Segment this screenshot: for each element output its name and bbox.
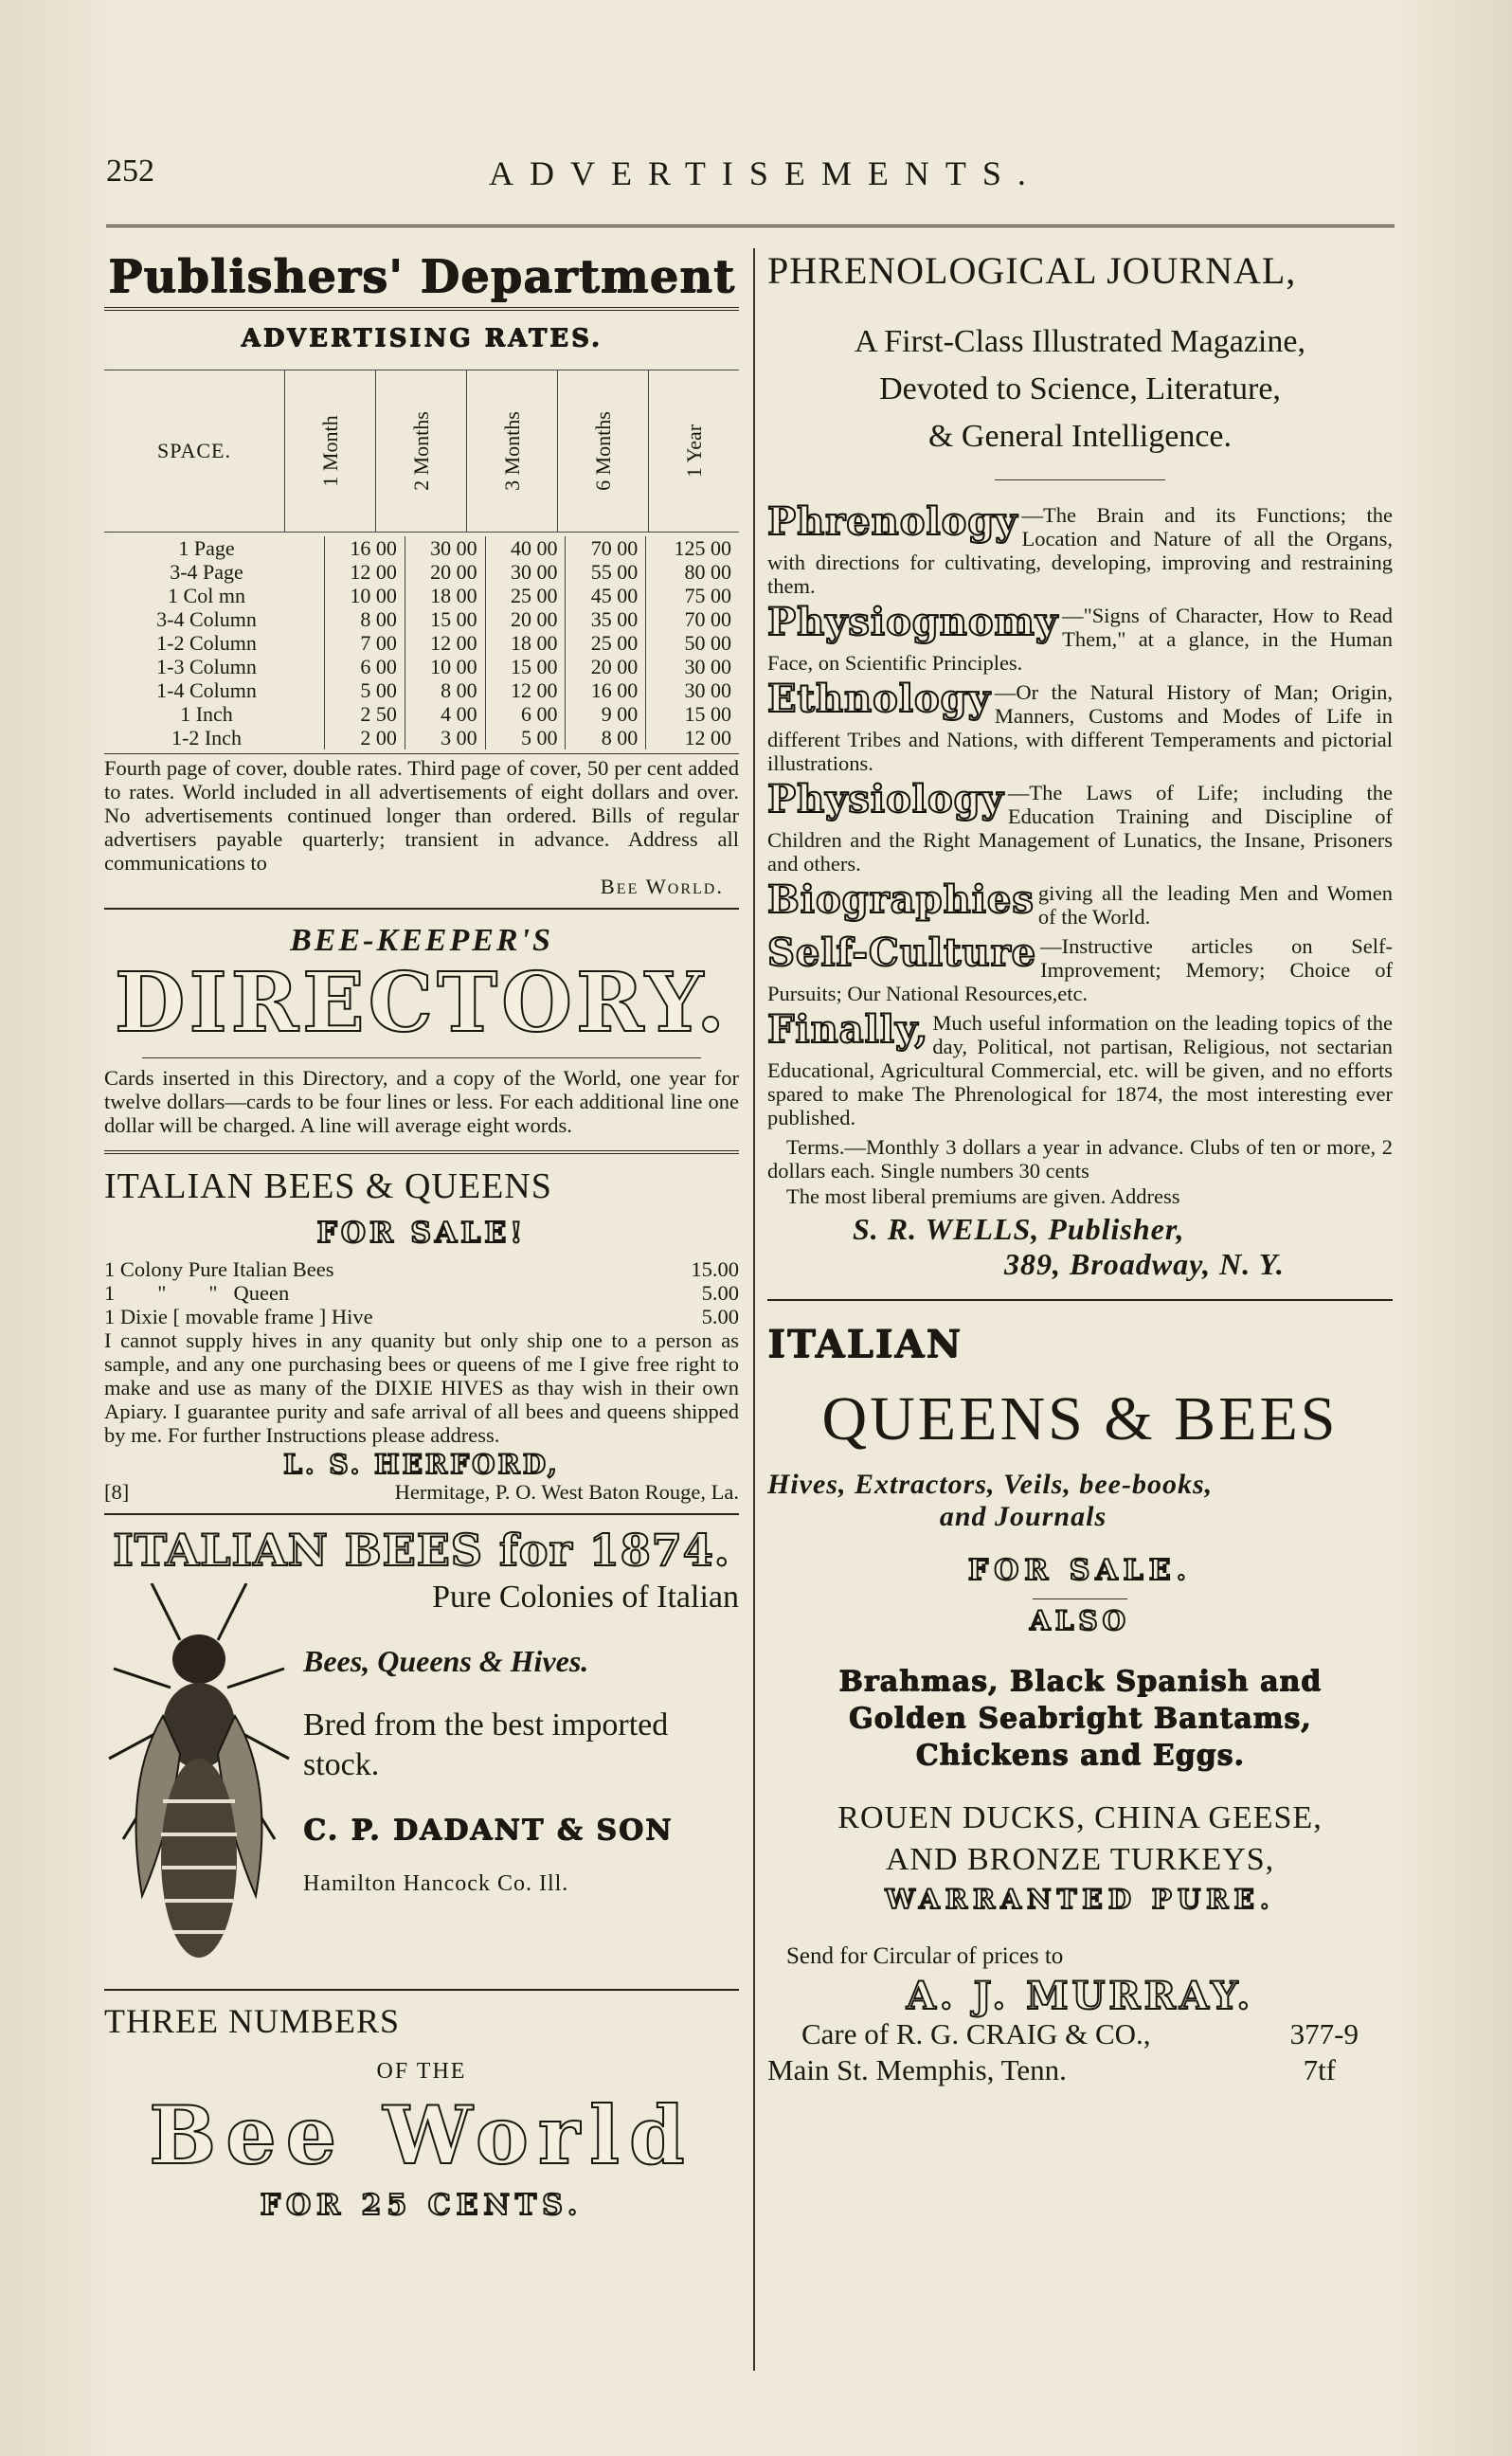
- col-2-months: 2 Months: [375, 370, 466, 532]
- murray-address-row: [767, 2050, 1393, 2086]
- ib1874-seller: C. P. DADANT & SON: [303, 1814, 674, 1847]
- murray-circular: Send for Circular of prices to: [786, 1943, 1064, 1969]
- rates-price-cell: 55 00: [566, 560, 646, 584]
- rates-price-cell: 12 00: [485, 678, 566, 702]
- murray-title-big: QUEENS & BEES: [821, 1384, 1339, 1454]
- rates-price-cell: 12 00: [325, 560, 405, 584]
- pj-subject: [767, 1011, 1393, 1129]
- rates-table-header: [104, 370, 739, 533]
- rates-price-cell: 5 00: [325, 678, 405, 702]
- rates-price-cell: 5 00: [485, 726, 566, 749]
- rates-row: [104, 536, 739, 560]
- rates-space-cell: 3-4 Column: [156, 607, 257, 631]
- rates-rule: [104, 753, 739, 754]
- rates-price-cell: 30 00: [646, 678, 739, 702]
- rates-price-cell: 8 00: [325, 607, 405, 631]
- rates-price-cell: 50 00: [646, 631, 739, 655]
- rates-subheading: ADVERTISING RATES.: [241, 324, 603, 352]
- rates-price-cell: 6 00: [325, 655, 405, 678]
- rates-price-cell: 35 00: [566, 607, 646, 631]
- ibq-item: 1 Colony Pure Italian Bees 15.00: [104, 1257, 739, 1281]
- ibq-item: 1 " " Queen 5.00: [104, 1281, 739, 1305]
- rates-row: [104, 631, 739, 655]
- running-title: ADVERTISEMENTS.: [489, 154, 1042, 192]
- murray-name: A. J. MURRAY.: [906, 1974, 1254, 2018]
- rule-4: [104, 1989, 739, 1991]
- col-1-year: 1 Year: [648, 370, 739, 532]
- rates-space-cell: 1 Page: [178, 536, 235, 560]
- rates-price-cell: 8 00: [566, 726, 646, 749]
- rates-price-cell: 16 00: [325, 536, 405, 560]
- publishers-heading: Publishers' Department: [108, 250, 735, 303]
- pj-subject-term: Finally,: [767, 1011, 929, 1052]
- rates-row: [104, 560, 739, 584]
- directory-rule: [142, 1057, 701, 1058]
- rates-row: [104, 584, 739, 607]
- rates-price-cell: 80 00: [646, 560, 739, 584]
- ibq-ref: [8]: [104, 1480, 130, 1504]
- rates-price-cell: 25 00: [485, 584, 566, 607]
- rates-row: [104, 726, 739, 749]
- pj-subject-term: Phrenology: [767, 503, 1018, 544]
- murray-warranted: WARRANTED PURE.: [885, 1884, 1275, 1915]
- pj-subject-term: Biographies: [767, 881, 1035, 922]
- rates-price-cell: 70 00: [566, 536, 646, 560]
- rates-price-cell: 40 00: [485, 536, 566, 560]
- rates-price-cell: 2 50: [325, 702, 405, 726]
- rates-price-cell: 15 00: [646, 702, 739, 726]
- murray-ducks1: ROUEN DUCKS, CHINA GEESE,: [837, 1800, 1323, 1835]
- rates-price-cell: 30 00: [485, 560, 566, 584]
- ib1874-address: Hamilton Hancock Co. Ill.: [303, 1871, 569, 1896]
- rates-price-cell: 8 00: [405, 678, 485, 702]
- three-price: FOR 25 CENTS.: [260, 2189, 584, 2222]
- rates-space-cell: 1-3 Column: [156, 655, 257, 678]
- three-paper: Bee World: [149, 2088, 694, 2182]
- pj-subject-text: —"Signs of Character, How to Read Them," at a glance, in the Human Face, on Scientific Principles.: [767, 604, 1393, 675]
- rates-price-cell: 20 00: [566, 655, 646, 678]
- murray-rule: [1033, 1598, 1127, 1599]
- rates-price-cell: 7 00: [325, 631, 405, 655]
- ibq-name: L. S. HERFORD,: [283, 1449, 560, 1480]
- rule-2: [104, 1150, 739, 1154]
- rates-price-cell: 15 00: [485, 655, 566, 678]
- pj-terms: Terms.—Monthly 3 dollars a year in advance. Clubs of ten or more, 2 dollars each. Single numbers 30 cents: [767, 1135, 1393, 1183]
- ibq-item: 1 Dixie [ movable frame ] Hive 5.00: [104, 1305, 739, 1328]
- murray-ref2: 7tf: [1303, 2053, 1336, 2086]
- pj-subject: [767, 881, 1393, 929]
- pj-subject-text: giving all the leading Men and Women of the World.: [1037, 881, 1393, 929]
- rates-price-cell: 4 00: [405, 702, 485, 726]
- directory-text: Cards inserted in this Directory, and a copy of the World, one year for twelve dollars—cards to be four lines or less. For each additional line one dollar will be charged. A line will average eight words.: [104, 1066, 739, 1137]
- pj-subject-term: Physiology: [767, 781, 1004, 822]
- murray-line1: Hives, Extractors, Veils, bee-books,: [767, 1469, 1214, 1500]
- rates-price-cell: 18 00: [405, 584, 485, 607]
- pj-subject-text: —Or the Natural History of Man; Origin, Manners, Customs and Modes of Life in different Tribes and Nations, with different Temperaments and pictorial illustrations.: [767, 680, 1393, 775]
- murray-title-small: ITALIAN: [767, 1322, 963, 1366]
- pj-line2: Devoted to Science, Literature,: [879, 371, 1281, 406]
- ibq-address: Hermitage, P. O. West Baton Rouge, La.: [394, 1480, 739, 1504]
- rates-price-cell: 6 00: [485, 702, 566, 726]
- pj-subject-text: Much useful information on the leading topics of the day, Political, not partisan, Religious, not sectarian Educational, Agricultural Commercial, etc. will be given, and no efforts spared to make The Phrenological for 1874, the most interesting ever published.: [767, 1011, 1393, 1129]
- rates-price-cell: 30 00: [405, 536, 485, 560]
- pj-line1: A First-Class Illustrated Magazine,: [855, 324, 1305, 359]
- murray-line2: and Journals: [939, 1501, 1107, 1532]
- header-rule: [106, 225, 1395, 227]
- rates-price-cell: 3 00: [405, 726, 485, 749]
- murray-care-row: [767, 2018, 1393, 2050]
- murray-address: Main St. Memphis, Tenn.: [767, 2053, 1067, 2086]
- rule-5: [767, 1299, 1393, 1301]
- ib1874-line1: Pure Colonies of Italian: [432, 1580, 739, 1615]
- rates-price-cell: 2 00: [325, 726, 405, 749]
- rates-price-cell: 30 00: [646, 655, 739, 678]
- left-column: [104, 248, 739, 2222]
- rates-price-cell: 75 00: [646, 584, 739, 607]
- rates-space-cell: 1 Inch: [180, 702, 233, 726]
- rates-price-cell: 20 00: [485, 607, 566, 631]
- pj-premiums: The most liberal premiums are given. Address: [786, 1184, 1180, 1208]
- column-rule: [753, 248, 755, 2371]
- three-of-the: OF THE: [376, 2059, 467, 2084]
- rates-price-cell: 10 00: [405, 655, 485, 678]
- page-number: 252: [106, 154, 154, 189]
- ibq-sale: FOR SALE!: [316, 1217, 527, 1250]
- rates-space-cell: 1-2 Column: [156, 631, 257, 655]
- bee-illustration-icon: [104, 1583, 294, 1981]
- pj-rule: [995, 479, 1165, 480]
- rates-space-cell: 3-4 Page: [170, 560, 243, 584]
- rates-note: Fourth page of cover, double rates. Third page of cover, 50 per cent added to rates. World included in all advertisements of eight dollars and over. No advertisements continued longer than ordered. Bills of regular advertisers payable quarterly; transient in advance. Address all communications to: [104, 756, 739, 875]
- ibq-items: [104, 1257, 739, 1328]
- rates-space-cell: 1-2 Inch: [171, 726, 242, 749]
- pj-subject-text: —The Brain and its Functions; the Location and Nature of all the Organs, with directions for cultivating, developing, improving and restraining them.: [767, 503, 1393, 598]
- pj-subject: [767, 604, 1393, 675]
- directory-kicker: BEE-KEEPER'S: [290, 923, 553, 958]
- pj-subject: [767, 934, 1393, 1005]
- murray-poultry2: Golden Seabright Bantams,: [848, 1702, 1312, 1735]
- ib1874-title: ITALIAN BEES for 1874.: [113, 1525, 730, 1576]
- ibq-text: I cannot supply hives in any quanity but only ship one to a person as sample, and any one purchasing bees or queens of me I give free right to make and use as many of the DIXIE HIVES as thay wish in their own Apiary. I guarantee purity and safe arrival of all bees and queens shipped by me. For further Instructions please address.: [104, 1328, 739, 1447]
- rates-price-cell: 12 00: [405, 631, 485, 655]
- rates-signature: Bee World.: [600, 875, 724, 898]
- ib1874-block: [104, 1574, 739, 1981]
- murray-also: ALSO: [1029, 1605, 1131, 1636]
- pj-line3: & General Intelligence.: [927, 419, 1232, 454]
- rates-row: [104, 607, 739, 631]
- publishers-rule: [104, 307, 739, 311]
- rates-row: [104, 678, 739, 702]
- pj-subject-term: Self-Culture: [767, 934, 1037, 975]
- rates-price-cell: 10 00: [325, 584, 405, 607]
- pj-subject: [767, 781, 1393, 876]
- ibq-address-row: [104, 1480, 739, 1504]
- rule-3: [104, 1513, 739, 1515]
- pj-subject: [767, 503, 1393, 598]
- rates-price-cell: 125 00: [646, 536, 739, 560]
- rates-row: [104, 702, 739, 726]
- right-column: [767, 248, 1393, 2086]
- pj-subjects: [767, 503, 1393, 1129]
- murray-poultry3: Chickens and Eggs.: [915, 1739, 1245, 1772]
- ibq-title: ITALIAN BEES & QUEENS: [104, 1166, 552, 1206]
- directory-title: DIRECTORY.: [114, 955, 729, 1051]
- murray-ref1: 377-9: [1289, 2017, 1359, 2050]
- murray-ducks2: AND BRONZE TURKEYS,: [885, 1842, 1275, 1877]
- pj-title: PHRENOLOGICAL JOURNAL,: [767, 249, 1297, 292]
- col-6-months: 6 Months: [557, 370, 648, 532]
- pj-subject: [767, 680, 1393, 775]
- rates-price-cell: 70 00: [646, 607, 739, 631]
- col-3-months: 3 Months: [466, 370, 557, 532]
- rates-row: [104, 655, 739, 678]
- rule-1: [104, 908, 739, 910]
- rates-price-cell: 15 00: [405, 607, 485, 631]
- rates-price-cell: 18 00: [485, 631, 566, 655]
- three-title: THREE NUMBERS: [104, 2002, 401, 2040]
- rates-price-cell: 25 00: [566, 631, 646, 655]
- rates-price-cell: 20 00: [405, 560, 485, 584]
- pj-subject-text: —Instructive articles on Self-Improvement; Memory; Choice of Pursuits; Our National Resources,etc.: [767, 934, 1393, 1005]
- ib1874-line2: Bees, Queens & Hives.: [303, 1644, 589, 1678]
- pj-publisher-address: 389, Broadway, N. Y.: [1004, 1247, 1285, 1281]
- murray-poultry1: Brahmas, Black Spanish and: [838, 1665, 1322, 1698]
- ib1874-line3: Bred from the best imported stock.: [303, 1707, 669, 1782]
- rates-price-cell: 12 00: [646, 726, 739, 749]
- rates-table: [104, 536, 739, 749]
- col-1-month: 1 Month: [284, 370, 375, 532]
- running-head: [106, 154, 1395, 201]
- rates-space-cell: 1-4 Column: [156, 678, 257, 702]
- rates-price-cell: 45 00: [566, 584, 646, 607]
- pj-subject-term: Ethnology: [767, 680, 991, 721]
- col-space: SPACE.: [157, 439, 231, 462]
- rates-price-cell: 16 00: [566, 678, 646, 702]
- rates-price-cell: 9 00: [566, 702, 646, 726]
- pj-publisher: S. R. WELLS, Publisher,: [853, 1212, 1185, 1246]
- murray-care: Care of R. G. CRAIG & CO.,: [801, 2017, 1151, 2050]
- pj-subject-term: Physiognomy: [767, 604, 1059, 644]
- pj-subject-text: —The Laws of Life; including the Education Training and Discipline of Children and the Right Management of Lunatics, the Insane, Prisoners and others.: [767, 781, 1393, 876]
- rates-space-cell: 1 Col mn: [168, 584, 245, 607]
- murray-sale: FOR SALE.: [967, 1554, 1193, 1587]
